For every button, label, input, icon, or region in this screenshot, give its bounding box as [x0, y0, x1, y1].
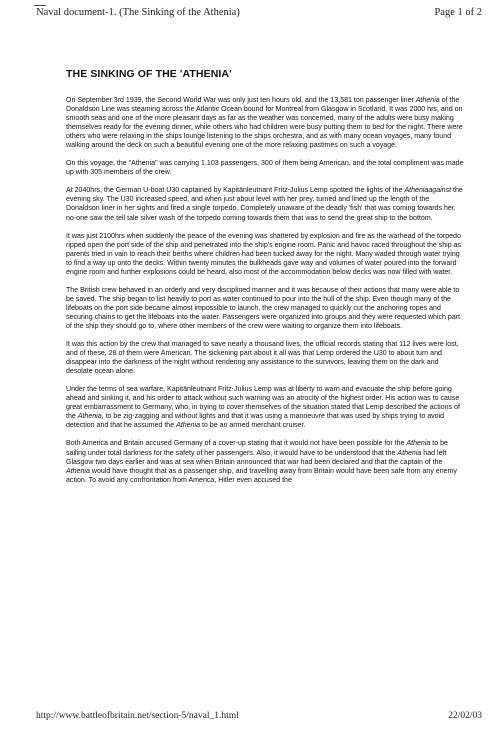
footer-url[interactable]: http://www.battleofbritain.net/section-5/naval_1.html — [36, 711, 239, 721]
footer-date: 22/02/03 — [448, 711, 482, 721]
print-footer — [36, 711, 482, 721]
article-title: THE SINKING OF THE 'ATHENIA' — [66, 68, 232, 80]
paragraph-5: The British crew behaved in an orderly and very disciplined manner and it was because of their actions that many were able to be saved. The ship began to list heavily to port as water continued to pour into the hull of the ship. Even though many of the lifeboats on the port side became almost impossible to launch, the crew managed to quickly cut the anchoring ropes and securing chains to get the lifeboats into the water. Passengers were organized into groups and they were requested which part of the ship they should go to, where other members of the crew were waiting to organize them into lifeboats. — [66, 286, 461, 330]
paragraph-3: At 2040hrs, the German U-boat U30 captained by Kapitänleutnant Fritz-Julius Lemp spotted the lights of the Atheniaagainst the evening sky. The U30 increased speed, and when just about level with her prey, turned and lined up the length of the Donaldson liner in her sights and fired a single torpedo. Completely unaware of the deadly 'fish' that was coming towards her, no-one saw the tell tale silver wash of the torpedo coming towards them that was to send the great ship to the bottom. — [66, 187, 463, 222]
document-title: Naval document-1. (The Sinking of the Athenia) — [36, 7, 240, 18]
paragraph-8: Both America and Britain accused Germany of a cover-up stating that it would not have been possible for the Athenia to be sailing under total darkness for the safety of her passengers. Also, it would have to be understood that the Athenia had left Glasgow two days earlier and was at sea when Britain announced that war had been declared and that the captain of the Athenia would have thought that as a passenger ship, and travelling away from Britain would have been safe from any enemy action. To avoid any confrontation from America, Hitler even accused the — [66, 440, 457, 484]
article-body — [66, 96, 464, 494]
paragraph-1: On September 3rd 1939, the Second World War was only just ten hours old, and the 13,581 ton passenger liner Athenia of the Donaldson Line was steaming across the Atlantic Ocean bound for Montreal from Glasgow in Scotland. It was 2000 hrs, and on smooth seas and one of the more pleasant days as far as the weather was concerned, many of the adults were busy making themselves ready for the evening dinner, while others who had children were busy putting them to bed for the night. There were others who were relaxing in the ships lounge listening to the ships orchestra, and as with many ocean voyages, many found walking around the deck on such a beautiful evening one of the more relaxing pastimes on such a voyage. — [66, 97, 463, 150]
paragraph-4: It was just 2100hrs when suddenly the peace of the evening was shattered by explosion and fire as the warhead of the torpedo ripped open the port side of the ship and penetrated into the ship's engine room. Panic and havoc raced throughout the ship as parents tried in vain to reach their berths where children had been tucked away for the night. Many waded through water trying to find a way up onto the decks. Within twenty minutes the bulkheads gave way and volumes of water poured into the forward engine room and further explosions could be heard, also most of the accommodation below decks was now filled with water. — [66, 232, 462, 276]
page-number: Page 1 of 2 — [434, 7, 482, 18]
paragraph-6: It was this action by the crew that managed to save nearly a thousand lives, the official records stating that 112 lives were lost, and of these, 28 of them were American. The sickening part about it all was that Lemp ordered the U30 to about turn and disappear into the darkness of the night without rendering any assistance to the survivors, leaving them on the dark and desolate ocean alone. — [66, 341, 459, 376]
paragraph-7: Under the terms of sea warfare, Kapitänleutnant Fritz-Julius Lemp was at liberty to warn and evacuate the ship before going ahead and sinking it, and his order to attack without such warning was an atrocity of the highest order. His action was to cause great embarrassment to Germany, who, in trying to cover themselves of the situation stated that Lemp described the actions of the Athenia, to be zig-zagging and without lights and that it was using a manoeuvre that was used by ships trying to avoid detection and that he assumed the Athenia to be an armed merchant cruiser. — [66, 386, 460, 430]
header-strike-mark — [34, 5, 46, 6]
print-header — [36, 7, 482, 18]
paragraph-2: On this voyage, the "Athenia" was carrying 1.103 passengers, 300 of them being American, and the total compliment was made up with 305 members of the crew. — [66, 160, 464, 177]
